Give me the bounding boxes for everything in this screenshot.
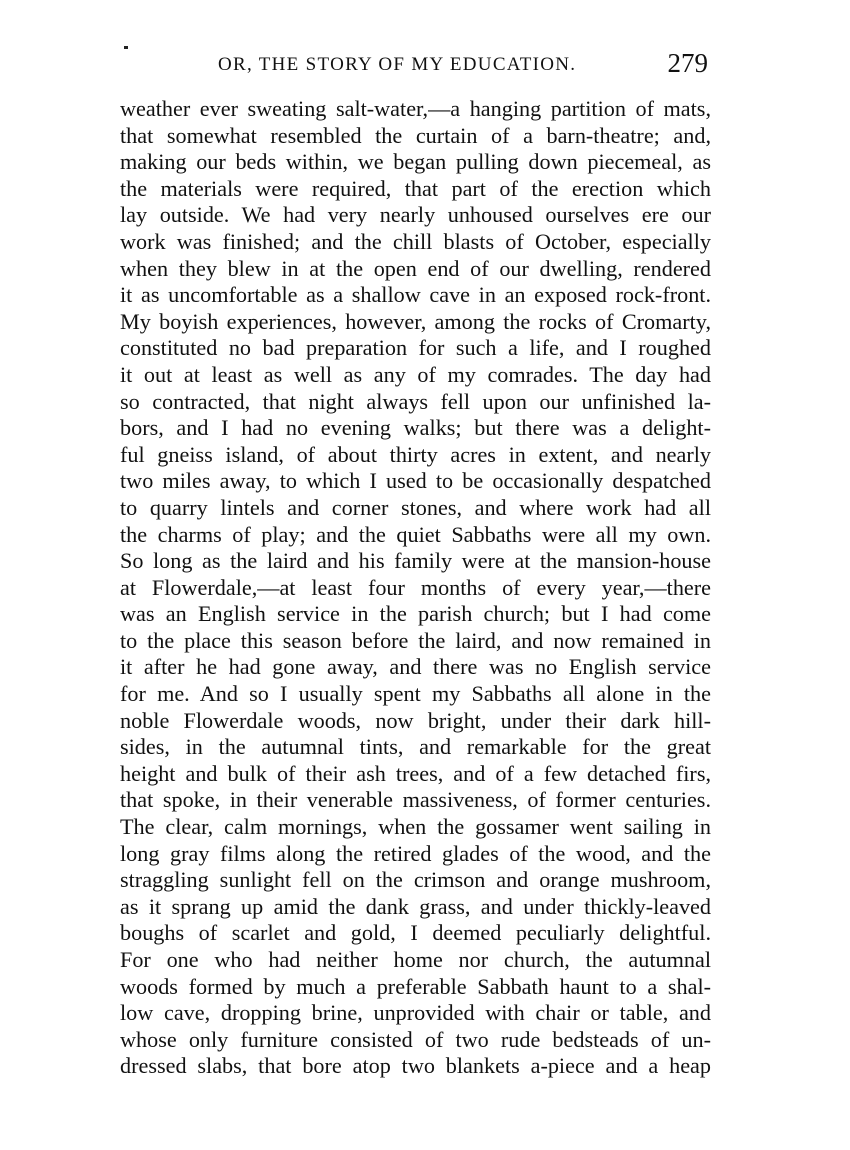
text-line: the charms of play; and the quiet Sabbaths were all my own.	[120, 521, 711, 547]
text-line: woods formed by much a preferable Sabbath haunt to a shal-	[120, 973, 711, 999]
text-line: dressed slabs, that bore atop two blankets a-piece and a heap	[120, 1053, 711, 1079]
text-line: work was finished; and the chill blasts of October, especially	[120, 228, 711, 254]
text-line: as it sprang up amid the dank grass, and under thickly-leaved	[120, 893, 711, 919]
text-line: boughs of scarlet and gold, I deemed peculiarly delightful.	[120, 920, 711, 946]
text-line: The clear, calm mornings, when the gossamer went sailing in	[120, 814, 711, 840]
text-line: whose only furniture consisted of two rude bedsteads of un-	[120, 1026, 711, 1052]
text-line: when they blew in at the open end of our dwelling, rendered	[120, 255, 711, 281]
text-line: to quarry lintels and corner stones, and where work had all	[120, 494, 711, 520]
text-line: ful gneiss island, of about thirty acres in extent, and nearly	[120, 441, 711, 467]
text-line: height and bulk of their ash trees, and of a few detached firs,	[120, 760, 711, 786]
text-line: that spoke, in their venerable massiveness, of former centuries.	[120, 787, 711, 813]
text-line: bors, and I had no evening walks; but there was a delight-	[120, 415, 711, 441]
text-line: sides, in the autumnal tints, and remarkable for the great	[120, 734, 711, 760]
text-line: it after he had gone away, and there was no English service	[120, 654, 711, 680]
text-line: constituted no bad preparation for such a life, and I roughed	[120, 335, 711, 361]
text-line: at Flowerdale,—at least four months of every year,—there	[120, 574, 711, 600]
text-line: My boyish experiences, however, among the rocks of Cromarty,	[120, 308, 711, 334]
page-number: 279	[667, 48, 708, 78]
text-line: for me. And so I usually spent my Sabbaths all alone in the	[120, 681, 711, 707]
running-header	[120, 44, 710, 84]
text-line: So long as the laird and his family were at the mansion-house	[120, 548, 711, 574]
text-line: two miles away, to which I used to be occasionally despatched	[120, 468, 711, 494]
text-line: weather ever sweating salt-water,—a hanging partition of mats,	[120, 96, 711, 121]
text-line: making our beds within, we began pulling down piecemeal, as	[120, 149, 711, 175]
text-line: so contracted, that night always fell upon our unfinished la-	[120, 388, 711, 414]
text-line: the materials were required, that part of the erection which	[120, 175, 711, 201]
text-line: it out at least as well as any of my comrades. The day had	[120, 361, 711, 387]
text-line: was an English service in the parish church; but I had come	[120, 601, 711, 627]
text-line: it as uncomfortable as a shallow cave in an exposed rock-front.	[120, 282, 711, 308]
text-line: lay outside. We had very nearly unhoused ourselves ere our	[120, 202, 711, 228]
text-line: to the place this season before the laird, and now remained in	[120, 627, 711, 653]
text-line: noble Flowerdale woods, now bright, under their dark hill-	[120, 707, 711, 733]
text-line: that somewhat resembled the curtain of a barn-theatre; and,	[120, 122, 711, 148]
text-line: low cave, dropping brine, unprovided with chair or table, and	[120, 1000, 711, 1026]
body-text	[120, 96, 711, 1080]
text-line: straggling sunlight fell on the crimson and orange mushroom,	[120, 867, 711, 893]
text-line: long gray films along the retired glades of the wood, and the	[120, 840, 711, 866]
running-title: OR, THE STORY OF MY EDUCATION.	[218, 54, 577, 75]
text-line: For one who had neither home nor church, the autumnal	[120, 947, 711, 972]
